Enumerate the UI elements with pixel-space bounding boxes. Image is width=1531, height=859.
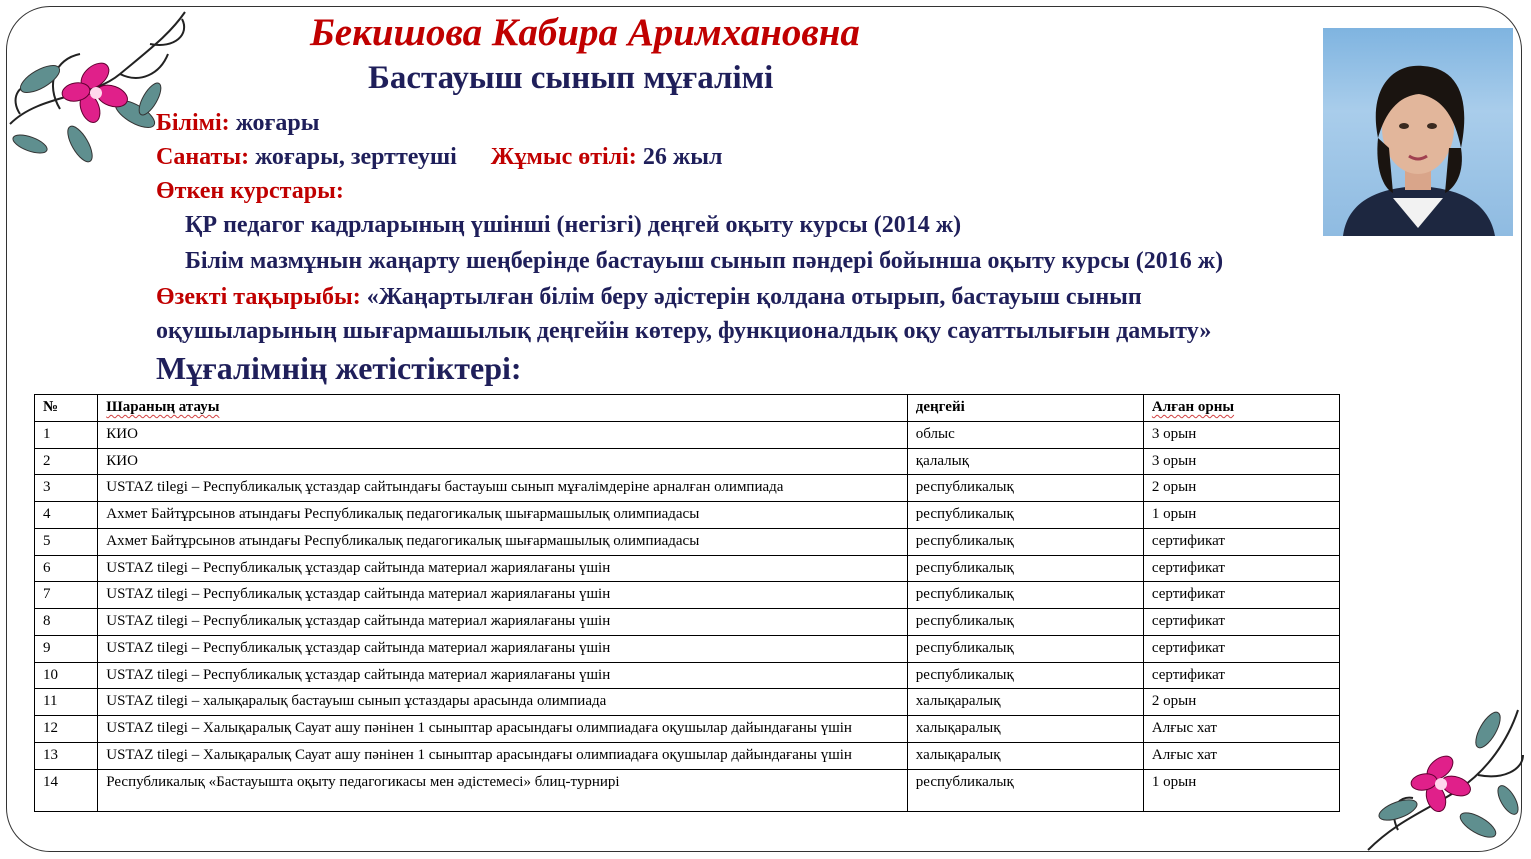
course-item: Білім мазмұнын жаңарту шеңберінде бастауыш сынып пәндері бойынша оқыту курсы (2016 ж) <box>185 248 1224 274</box>
cell-level: республикалық <box>907 662 1143 689</box>
cell-place: 2 орын <box>1143 475 1339 502</box>
table-row <box>35 421 1340 448</box>
header-place: Алған орны <box>1143 395 1339 422</box>
cell-number: 5 <box>35 528 98 555</box>
category-label: Санаты: <box>156 144 250 170</box>
cell-event-name: USTAZ tilegi – Республикалық ұстаздар сайтында материал жариялағаны үшін <box>98 635 908 662</box>
category-value: жоғары, зерттеуші <box>255 144 457 170</box>
achievements-table <box>34 394 1340 812</box>
header-event-name: Шараның атауы <box>98 395 908 422</box>
table-row <box>35 716 1340 743</box>
cell-event-name: USTAZ tilegi – Халықаралық Сауат ашу пәнінен 1 сыныптар арасындағы олимпиадаға оқушылар дайындағаны үшін <box>98 742 908 769</box>
cell-number: 10 <box>35 662 98 689</box>
experience-label: Жұмыс өтілі: <box>490 144 637 170</box>
table-row <box>35 769 1340 811</box>
cell-place: сертификат <box>1143 609 1339 636</box>
topic-text-1: «Жаңартылған білім беру әдістерін қолдана отырып, бастауыш сынып <box>366 284 1142 310</box>
table-row <box>35 689 1340 716</box>
topic-text-2: оқушыларының шығармашылық деңгейін көтеру, функционалдық оқу сауаттылығын дамыту» <box>156 318 1212 344</box>
cell-number: 14 <box>35 769 98 811</box>
table-row <box>35 582 1340 609</box>
cell-level: республикалық <box>907 502 1143 529</box>
cell-level: республикалық <box>907 769 1143 811</box>
cell-event-name: КИО <box>98 448 908 475</box>
education-label: Білімі: <box>156 110 230 136</box>
cell-event-name: USTAZ tilegi – Халықаралық Сауат ашу пәнінен 1 сыныптар арасындағы олимпиадаға оқушылар дайындағаны үшін <box>98 716 908 743</box>
cell-number: 11 <box>35 689 98 716</box>
cell-place: 1 орын <box>1143 502 1339 529</box>
education-line <box>156 110 319 137</box>
cell-level: республикалық <box>907 635 1143 662</box>
cell-place: сертификат <box>1143 582 1339 609</box>
cell-level: республикалық <box>907 475 1143 502</box>
cell-place: Алғыс хат <box>1143 716 1339 743</box>
courses-label: Өткен курстары: <box>156 178 344 204</box>
header-number: № <box>35 395 98 422</box>
table-row <box>35 662 1340 689</box>
table-row <box>35 742 1340 769</box>
cell-event-name: USTAZ tilegi – Республикалық ұстаздар сайтында материал жариялағаны үшін <box>98 609 908 636</box>
teacher-position: Бастауыш сынып мұғалімі <box>368 60 774 96</box>
course-item: ҚР педагог кадрларының үшінші (негізгі) деңгей оқыту курсы (2014 ж) <box>185 212 962 238</box>
table-row <box>35 528 1340 555</box>
cell-place: 3 орын <box>1143 421 1339 448</box>
cell-number: 3 <box>35 475 98 502</box>
topic-label: Өзекті тақырыбы: <box>156 284 361 310</box>
cell-event-name: Ахмет Байтұрсынов атындағы Республикалық педагогикалық шығармашылық олимпиадасы <box>98 528 908 555</box>
cell-level: халықаралық <box>907 689 1143 716</box>
teacher-photo <box>1323 28 1513 236</box>
cell-place: 2 орын <box>1143 689 1339 716</box>
cell-place: сертификат <box>1143 635 1339 662</box>
category-line <box>156 144 722 171</box>
cell-level: республикалық <box>907 528 1143 555</box>
cell-event-name: USTAZ tilegi – Республикалық ұстаздар сайтында материал жариялағаны үшін <box>98 662 908 689</box>
cell-number: 8 <box>35 609 98 636</box>
cell-place: 3 орын <box>1143 448 1339 475</box>
cell-level: республикалық <box>907 555 1143 582</box>
cell-number: 6 <box>35 555 98 582</box>
cell-level: облыс <box>907 421 1143 448</box>
cell-place: Алғыс хат <box>1143 742 1339 769</box>
cell-event-name: Республикалық «Бастауышта оқыту педагогикасы мен әдістемесі» блиц-турнирі <box>98 769 908 811</box>
table-row <box>35 475 1340 502</box>
cell-level: республикалық <box>907 609 1143 636</box>
cell-number: 2 <box>35 448 98 475</box>
cell-level: қалалық <box>907 448 1143 475</box>
cell-place: сертификат <box>1143 662 1339 689</box>
education-value: жоғары <box>235 110 320 136</box>
cell-number: 7 <box>35 582 98 609</box>
cell-number: 4 <box>35 502 98 529</box>
table-row <box>35 609 1340 636</box>
cell-event-name: КИО <box>98 421 908 448</box>
table-row <box>35 502 1340 529</box>
header-level: деңгейі <box>907 395 1143 422</box>
cell-event-name: USTAZ tilegi – Республикалық ұстаздар сайтында материал жариялағаны үшін <box>98 582 908 609</box>
table-row <box>35 555 1340 582</box>
experience-value: 26 жыл <box>642 144 723 170</box>
cell-number: 1 <box>35 421 98 448</box>
cell-place: сертификат <box>1143 528 1339 555</box>
cell-number: 9 <box>35 635 98 662</box>
table-row <box>35 448 1340 475</box>
cell-event-name: USTAZ tilegi – Республикалық ұстаздар сайтындағы бастауыш сынып мұғалімдеріне арналған олимпиада <box>98 475 908 502</box>
cell-place: 1 орын <box>1143 769 1339 811</box>
cell-number: 12 <box>35 716 98 743</box>
cell-level: халықаралық <box>907 742 1143 769</box>
teacher-name: Бекишова Кабира Аримхановна <box>310 11 860 54</box>
cell-place: сертификат <box>1143 555 1339 582</box>
topic-line-1 <box>156 284 1142 311</box>
table-header-row <box>35 395 1340 422</box>
flower-ornament-icon <box>1358 700 1530 855</box>
cell-event-name: Ахмет Байтұрсынов атындағы Республикалық педагогикалық шығармашылық олимпиадасы <box>98 502 908 529</box>
cell-level: халықаралық <box>907 716 1143 743</box>
cell-event-name: USTAZ tilegi – Республикалық ұстаздар сайтында материал жариялағаны үшін <box>98 555 908 582</box>
cell-event-name: USTAZ tilegi – халықаралық бастауыш сынып ұстаздары арасында олимпиада <box>98 689 908 716</box>
achievements-title: Мұғалімнің жетістіктері: <box>156 350 522 386</box>
cell-number: 13 <box>35 742 98 769</box>
table-row <box>35 635 1340 662</box>
cell-level: республикалық <box>907 582 1143 609</box>
